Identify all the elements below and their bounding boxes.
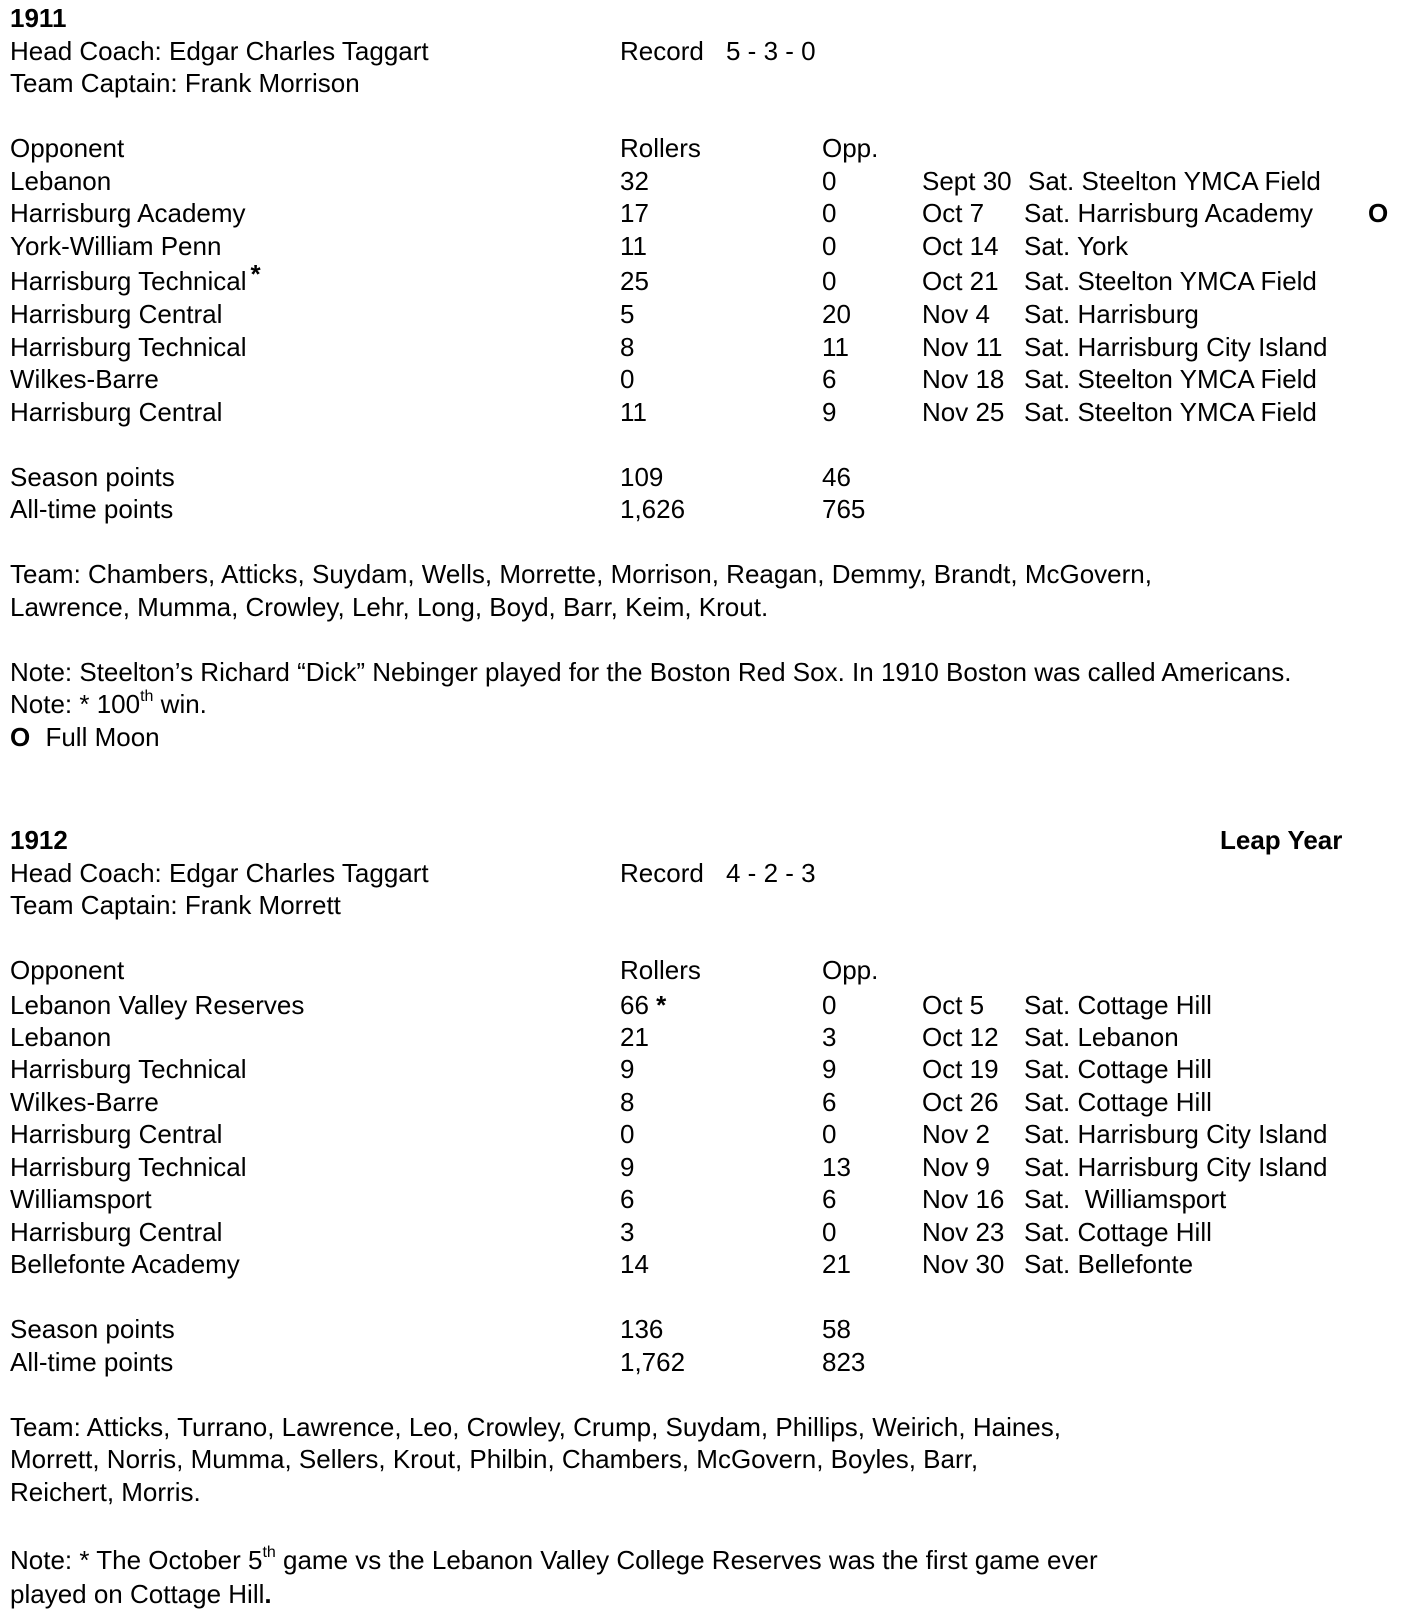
game-date: Nov 9 xyxy=(922,1151,990,1182)
opponent-mark: * xyxy=(250,259,261,289)
opponent: Wilkes-Barre xyxy=(10,364,159,394)
game-row xyxy=(10,1216,1400,1249)
season-points-row xyxy=(10,461,1400,494)
alltime-points-opp: 823 xyxy=(822,1346,866,1377)
opponent: Lebanon xyxy=(10,1021,112,1052)
game-day-place: Sat. Williamsport xyxy=(1024,1184,1227,1214)
opponent-score: 0 xyxy=(822,165,837,196)
game-day-place: Sat. Steelton YMCA Field xyxy=(1028,165,1321,196)
record-value: 5 - 3 - 0 xyxy=(726,35,816,66)
opponent-score: 20 xyxy=(822,299,851,329)
record-label: Record xyxy=(620,35,704,66)
opponent-score: 0 xyxy=(822,198,837,228)
season-1912 xyxy=(10,824,1400,1610)
opponent: Harrisburg Technical xyxy=(10,1151,247,1182)
column-header-row xyxy=(10,954,1400,987)
game-day-place: Sat. Cottage Hill xyxy=(1024,1086,1212,1117)
game-row xyxy=(10,197,1400,230)
rollers-score: 17 xyxy=(620,198,649,228)
rollers-score: 0 xyxy=(620,364,635,394)
rollers-score: 9 xyxy=(620,1054,635,1084)
season-points-row xyxy=(10,1313,1400,1346)
game-day-place: Sat. Harrisburg City Island xyxy=(1024,331,1328,362)
season-title-row xyxy=(10,824,1400,857)
game-day-place: Sat. Harrisburg City Island xyxy=(1024,1151,1328,1182)
game-date: Oct 19 xyxy=(922,1054,999,1084)
game-row xyxy=(10,331,1400,364)
game-day-place: Sat. Cottage Hill xyxy=(1024,989,1212,1020)
game-date: Sept 30 xyxy=(922,165,1012,196)
team-captain: Team Captain: Frank Morrett xyxy=(10,890,341,920)
game-date: Nov 30 xyxy=(922,1249,1005,1279)
game-date: Oct 14 xyxy=(922,230,999,261)
rollers-score: 8 xyxy=(620,331,635,362)
note-text: game vs the Lebanon Valley College Reserves was the first game ever xyxy=(275,1544,1098,1575)
opponent: Harrisburg Central xyxy=(10,396,223,427)
rollers-score: 6 xyxy=(620,1184,635,1214)
rollers-score: 11 xyxy=(620,396,647,427)
game-date: Oct 7 xyxy=(922,198,985,228)
record-label: Record xyxy=(620,857,704,888)
game-date: Nov 23 xyxy=(922,1216,1005,1247)
note-first-game-line2 xyxy=(10,1578,1400,1611)
opponent-score: 21 xyxy=(822,1249,851,1279)
alltime-points-label: All-time points xyxy=(10,494,174,524)
game-row xyxy=(10,987,1400,1021)
opponent: Harrisburg Central xyxy=(10,299,223,329)
note-nebinger: Note: Steelton’s Richard “Dick” Nebinger played for the Boston Red Sox. In 1910 Boston was called Americans. xyxy=(10,656,1292,687)
opponent-score: 3 xyxy=(822,1021,837,1052)
rollers-score: 32 xyxy=(620,165,649,196)
note-period: . xyxy=(264,1578,272,1609)
game-row xyxy=(10,1248,1400,1281)
game-date: Nov 11 xyxy=(922,331,1003,362)
rollers-score: 3 xyxy=(620,1216,635,1247)
season-year: 1911 xyxy=(10,3,67,33)
rollers-score: 66 xyxy=(620,989,649,1020)
opponent: Lebanon xyxy=(10,165,112,196)
game-day-place: Sat. Lebanon xyxy=(1024,1021,1179,1052)
game-date: Nov 4 xyxy=(922,299,990,329)
game-row xyxy=(10,1183,1400,1216)
game-row xyxy=(10,230,1400,263)
rollers-score: 8 xyxy=(620,1086,635,1117)
game-date: Oct 5 xyxy=(922,989,985,1020)
team-captain: Team Captain: Frank Morrison xyxy=(10,68,360,98)
opponent-score: 11 xyxy=(822,331,849,362)
full-moon-icon: O xyxy=(10,721,31,752)
game-day-place: Sat. Steelton YMCA Field xyxy=(1024,266,1317,296)
season-1911 xyxy=(10,2,1400,753)
game-date: Oct 21 xyxy=(922,266,999,296)
game-row xyxy=(10,165,1400,198)
opponent-score: 9 xyxy=(822,396,837,427)
game-list xyxy=(10,987,1400,1281)
season-points-opp: 58 xyxy=(822,1314,851,1344)
game-date: Oct 26 xyxy=(922,1086,999,1117)
alltime-points-label: All-time points xyxy=(10,1346,174,1377)
opponent: Bellefonte Academy xyxy=(10,1249,240,1279)
team-roster-line: Reichert, Morris. xyxy=(10,1476,201,1507)
opponent: Harrisburg Central xyxy=(10,1216,223,1247)
season-points-rollers: 136 xyxy=(620,1314,664,1344)
season-points-label: Season points xyxy=(10,461,175,492)
game-row xyxy=(10,259,1400,298)
leap-year-label: Leap Year xyxy=(1220,825,1343,855)
alltime-points-rollers: 1,626 xyxy=(620,494,686,524)
game-row xyxy=(10,396,1400,429)
rollers-score: 0 xyxy=(620,1119,635,1149)
game-row xyxy=(10,1118,1400,1151)
note-text: Note: * The October 5 xyxy=(10,1544,263,1575)
rollers-score: 21 xyxy=(620,1021,649,1052)
rollers-cell xyxy=(620,989,666,1022)
alltime-points-rollers: 1,762 xyxy=(620,1346,686,1377)
full-moon-icon: O xyxy=(1368,198,1389,228)
rollers-score: 14 xyxy=(620,1249,649,1279)
game-day-place: Sat. Steelton YMCA Field xyxy=(1024,364,1317,394)
game-row xyxy=(10,363,1400,396)
opponent-score: 0 xyxy=(822,989,837,1020)
game-day-place: Sat. York xyxy=(1024,230,1129,261)
game-day-place: Sat. Harrisburg City Island xyxy=(1024,1119,1328,1149)
opp-header: Opp. xyxy=(822,133,879,163)
game-date: Nov 25 xyxy=(922,396,1005,427)
opponent-score: 0 xyxy=(822,230,837,261)
opponent-score: 6 xyxy=(822,364,837,394)
rollers-header: Rollers xyxy=(620,955,701,985)
head-coach: Head Coach: Edgar Charles Taggart xyxy=(10,857,429,888)
season-year: 1912 xyxy=(10,825,68,855)
opponent-header: Opponent xyxy=(10,133,125,163)
opponent-score: 0 xyxy=(822,1119,837,1149)
opponent-cell xyxy=(10,259,261,298)
note-superscript: th xyxy=(140,688,154,706)
opponent: Williamsport xyxy=(10,1184,152,1214)
note-superscript: th xyxy=(262,1543,276,1561)
opponent: York-William Penn xyxy=(10,230,222,261)
season-points-rollers: 109 xyxy=(620,461,664,492)
game-row xyxy=(10,1053,1400,1086)
season-points-label: Season points xyxy=(10,1314,175,1344)
game-day-place: Sat. Steelton YMCA Field xyxy=(1024,396,1317,427)
coach-row xyxy=(10,857,1400,890)
rollers-score: 9 xyxy=(620,1151,635,1182)
game-day-place: Sat. Cottage Hill xyxy=(1024,1054,1212,1084)
game-day-place: Sat. Harrisburg Academy xyxy=(1024,198,1314,228)
head-coach: Head Coach: Edgar Charles Taggart xyxy=(10,35,429,66)
rollers-header: Rollers xyxy=(620,133,701,163)
opponent: Harrisburg Technical xyxy=(10,266,247,296)
game-row xyxy=(10,1021,1400,1054)
column-header-row xyxy=(10,132,1400,165)
rollers-score: 11 xyxy=(620,230,647,261)
alltime-points-row xyxy=(10,1346,1400,1379)
game-day-place: Sat. Bellefonte xyxy=(1024,1249,1194,1279)
record-value: 4 - 2 - 3 xyxy=(726,857,816,888)
alltime-points-row xyxy=(10,493,1400,526)
game-date: Nov 16 xyxy=(922,1184,1005,1214)
note-first-game xyxy=(10,1541,1400,1578)
opponent-score: 0 xyxy=(822,266,837,296)
note-100th-win xyxy=(10,688,1400,721)
note-text: played on Cottage Hill xyxy=(10,1578,265,1609)
rollers-score: 25 xyxy=(620,266,649,296)
opponent-header: Opponent xyxy=(10,955,125,985)
note-text: win. xyxy=(153,689,207,719)
opponent-score: 9 xyxy=(822,1054,837,1084)
rollers-mark: * xyxy=(656,989,667,1020)
game-list xyxy=(10,165,1400,429)
full-moon-label: Full Moon xyxy=(45,721,160,752)
rollers-score: 5 xyxy=(620,299,635,329)
team-roster-line: Team: Atticks, Turrano, Lawrence, Leo, Crowley, Crump, Suydam, Phillips, Weirich, Haines, xyxy=(10,1411,1061,1442)
season-points-opp: 46 xyxy=(822,461,851,492)
opponent: Harrisburg Technical xyxy=(10,331,247,362)
game-date: Nov 2 xyxy=(922,1119,990,1149)
opponent: Lebanon Valley Reserves xyxy=(10,989,305,1020)
game-row xyxy=(10,1151,1400,1184)
game-day-place: Sat. Cottage Hill xyxy=(1024,1216,1212,1247)
game-row xyxy=(10,298,1400,331)
opponent-score: 13 xyxy=(822,1151,851,1182)
game-date: Oct 12 xyxy=(922,1021,999,1052)
game-day-place: Sat. Harrisburg xyxy=(1024,299,1199,329)
opponent: Wilkes-Barre xyxy=(10,1086,159,1117)
team-roster-line: Team: Chambers, Atticks, Suydam, Wells, Morrette, Morrison, Reagan, Demmy, Brandt, McGovern, xyxy=(10,559,1152,589)
opponent: Harrisburg Technical xyxy=(10,1054,247,1084)
game-date: Nov 18 xyxy=(922,364,1005,394)
alltime-points-opp: 765 xyxy=(822,494,866,524)
opponent: Harrisburg Academy xyxy=(10,198,246,228)
full-moon-legend xyxy=(10,721,1400,754)
opponent: Harrisburg Central xyxy=(10,1119,223,1149)
opponent-score: 6 xyxy=(822,1184,837,1214)
note-text: Note: * 100 xyxy=(10,689,141,719)
team-roster-line: Morrett, Norris, Mumma, Sellers, Krout, Philbin, Chambers, McGovern, Boyles, Barr, xyxy=(10,1444,979,1474)
opponent-score: 6 xyxy=(822,1086,837,1117)
team-roster-line: Lawrence, Mumma, Crowley, Lehr, Long, Boyd, Barr, Keim, Krout. xyxy=(10,591,769,622)
opp-header: Opp. xyxy=(822,955,879,985)
game-row xyxy=(10,1086,1400,1119)
opponent-score: 0 xyxy=(822,1216,837,1247)
coach-row xyxy=(10,35,1400,68)
